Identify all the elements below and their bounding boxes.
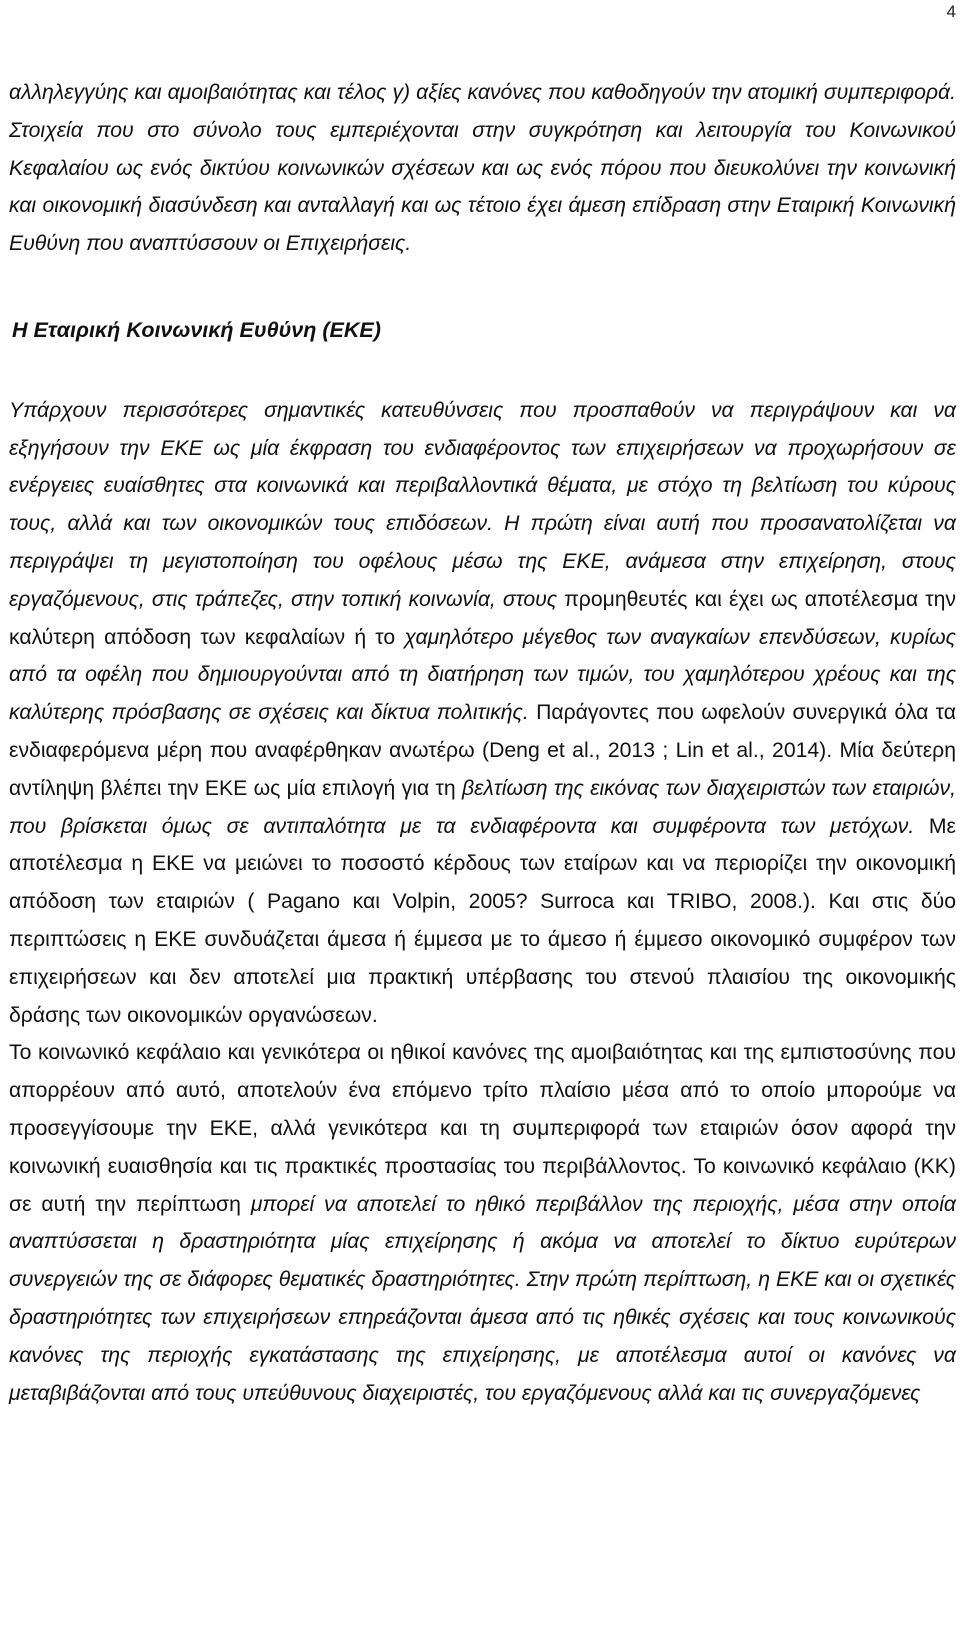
p1-upright-segment-3: Με αποτέλεσμα η ΕΚΕ να μειώνει το ποσοστό κέρδους των εταίρων και να περιορίζει την οικονομική απόδοση των εταιριών ( Pagano και Volpin, 2005? Surroca και TRIBO, 2008.). Και στις δύο περιπτώσεις η ΕΚΕ συνδυάζεται άμεσα ή έμμεσα με το άμεσο ή έμμεσο οικονομικό συμφέρον των επιχειρήσεων και δεν αποτελεί μια πρακτική υπέρβασης του στενού πλαισίου της οικονομικής δράσης των οικονομικών οργανώσεων.: [9, 814, 956, 1027]
p1-italic-segment-3: βελτίωση της εικόνας των διαχειριστών των εταιριών, που βρίσκεται όμως σε αντιπαλότητα με τα ενδιαφέροντα και συμφέροντα των μετόχων.: [9, 776, 956, 838]
document-body: [9, 74, 956, 1412]
p1-italic-segment-2: χαμηλότερο μέγεθος των αναγκαίων επενδύσεων, κυρίως από τα οφέλη που δημιουργούνται από τη διατήρηση των τιμών, του χαμηλότερου χρέους και της καλύτερης πρόσβασης σε σχέσεις και δίκτυα πολιτικής.: [9, 625, 956, 725]
p1-italic-segment-1: Υπάρχουν περισσότερες σημαντικές κατευθύνσεις που προσπαθούν να περιγράψουν και να εξηγήσουν την ΕΚΕ ως μία έκφραση του ενδιαφέροντος των επιχειρήσεων να προχωρήσουν σε ενέργειες ευαίσθητες στα κοινωνικά και περιβαλλοντικά θέματα, με στόχο τη βελτίωση του κύρους τους, αλλά και των οικονομικών τους επιδόσεων. Η πρώτη είναι αυτή που προσανατολίζεται να περιγράψει τη μεγιστοποίηση του οφέλους μέσω της ΕΚΕ, ανάμεσα στην επιχείρηση, στους εργαζόμενους, στις τράπεζες, στην τοπική κοινωνία, στους: [9, 398, 956, 611]
section-heading: Η Εταιρική Κοινωνική Ευθύνη (ΕΚΕ): [12, 317, 381, 342]
p2-upright-segment-1: Το κοινωνικό κεφάλαιο και γενικότερα οι ηθικοί κανόνες της αμοιβαιότητας και της εμπιστοσύνης που απορρέουν από αυτό, αποτελούν ένα επόμενο τρίτο πλαίσιο μέσα από το οποίο μπορούμε να προσεγγίσουμε την ΕΚΕ, αλλά γενικότερα και τη συμπεριφορά των εταιριών όσον αφορά την κοινωνική ευαισθησία και τις πρακτικές προστασίας του περιβάλλοντος. Το κοινωνικό κεφάλαιο (ΚΚ) σε αυτή την περίπτωση: [9, 1041, 956, 1216]
p2-italic-segment-1: μπορεί να αποτελεί το ηθικό περιβάλλον της περιοχής, μέσα στην οποία αναπτύσσεται η δραστηριότητα μίας επιχείρησης ή ακόμα να αποτελεί το δίκτυο ευρύτερων συνεργειών της σε διάφορες θεματικές δραστηριότητες. Στην πρώτη περίπτωση, η ΕΚΕ και οι σχετικές δραστηριότητες των επιχειρήσεων επηρεάζονται άμεσα από τις ηθικές σχέσεις και τους κοινωνικούς κανόνες της περιοχής εγκατάστασης της επιχείρησης, με αποτέλεσμα αυτοί οι κανόνες να μεταβιβάζονται από τους υπεύθυνους διαχειριστές, του εργαζόμενους αλλά και τις συνεργαζόμενες: [9, 1192, 956, 1405]
p1-upright-segment-1: προμηθευτές και έχει ως αποτέλεσμα την καλύτερη απόδοση των κεφαλαίων ή το: [9, 587, 956, 649]
section-paragraph-2: [9, 1034, 956, 1412]
p1-upright-segment-2: Παράγοντες που ωφελούν συνεργικά όλα τα ενδιαφερόμενα μέρη που αναφέρθηκαν ανωτέρω (Deng et al., 2013 ; Lin et al., 2014). Μία δεύτερη αντίληψη βλέπει την ΕΚΕ ως μία επιλογή για τη: [9, 701, 956, 800]
page-number: 4: [946, 2, 956, 21]
section-paragraph-1: [9, 392, 956, 1035]
intro-paragraph: αλληλεγγύης και αμοιβαιότητας και τέλος γ) αξίες κανόνες που καθοδηγούν την ατομική συμπεριφορά. Στοιχεία που στο σύνολο τους εμπεριέχονται στην συγκρότηση και λειτουργία του Κοινωνικού Κεφαλαίου ως ενός δικτύου κοινωνικών σχέσεων και ως ενός πόρου που διευκολύνει την κοινωνική και οικονομική διασύνδεση και ανταλλαγή και ως τέτοιο έχει άμεση επίδραση στην Εταιρική Κοινωνική Ευθύνη που αναπτύσσουν οι Επιχειρήσεις.: [9, 81, 956, 256]
